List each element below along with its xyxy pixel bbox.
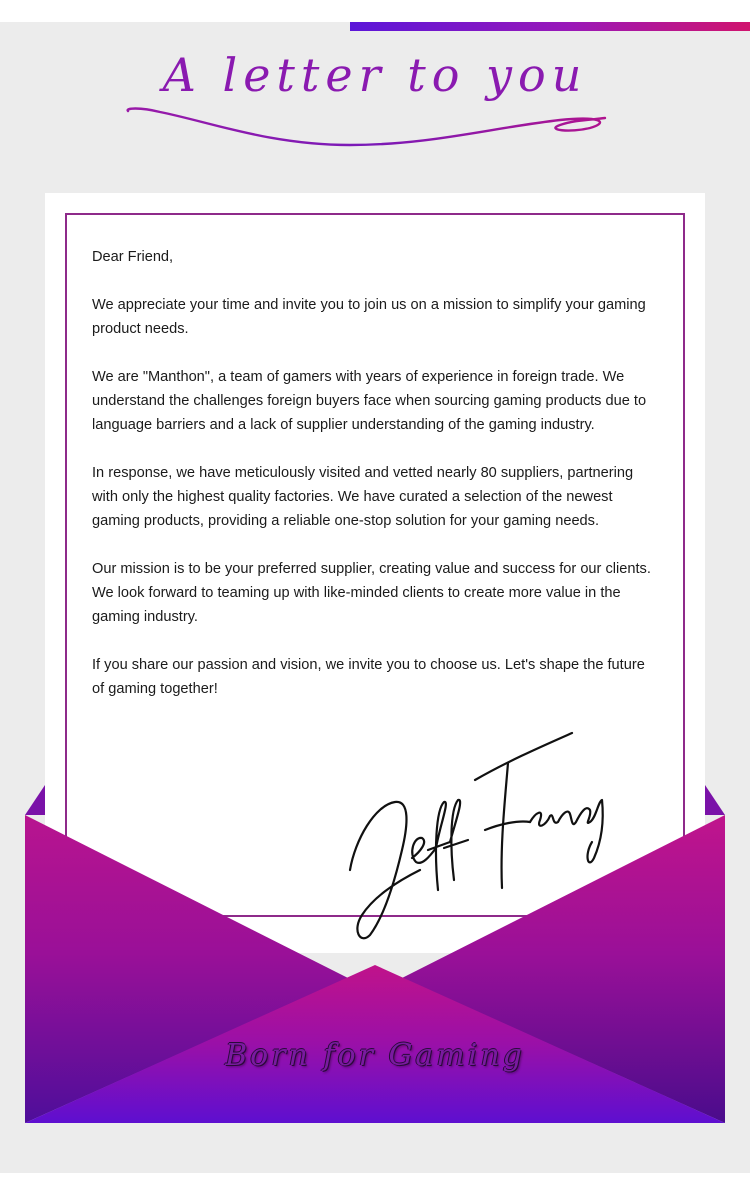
envelope-slogan: Born for Gaming bbox=[225, 1038, 525, 1073]
letter-greeting: Dear Friend, bbox=[92, 249, 174, 265]
top-strip bbox=[0, 0, 750, 22]
letter-paragraph: If you share our passion and vision, we invite you to choose us. Let's shape the future of gaming together! bbox=[92, 657, 645, 697]
accent-gradient-bar bbox=[350, 22, 750, 31]
bottom-strip bbox=[0, 1173, 750, 1184]
envelope bbox=[0, 760, 750, 1160]
page-title: A letter to you bbox=[162, 48, 588, 102]
letter-paragraph: We appreciate your time and invite you to join us on a mission to simplify your gaming product needs. bbox=[92, 297, 646, 337]
letter-paragraph: We are "Manthon", a team of gamers with years of experience in foreign trade. We understand the challenges foreign buyers face when sourcing gaming products due to language barriers and a lack of supplier understanding of the gaming industry. bbox=[92, 369, 647, 433]
letter-paragraph: Our mission is to be your preferred supplier, creating value and success for our clients. We look forward to teaming up with like-minded clients to create more value in the gaming industry. bbox=[92, 561, 651, 625]
letter-paragraph: In response, we have meticulously visited and vetted nearly 80 suppliers, partnering with only the highest quality factories. We have curated a selection of the newest gaming products, providing a reliable one-stop solution for your gaming needs. bbox=[92, 465, 634, 529]
letter-body bbox=[92, 245, 660, 725]
title-swash-decoration bbox=[120, 100, 620, 160]
